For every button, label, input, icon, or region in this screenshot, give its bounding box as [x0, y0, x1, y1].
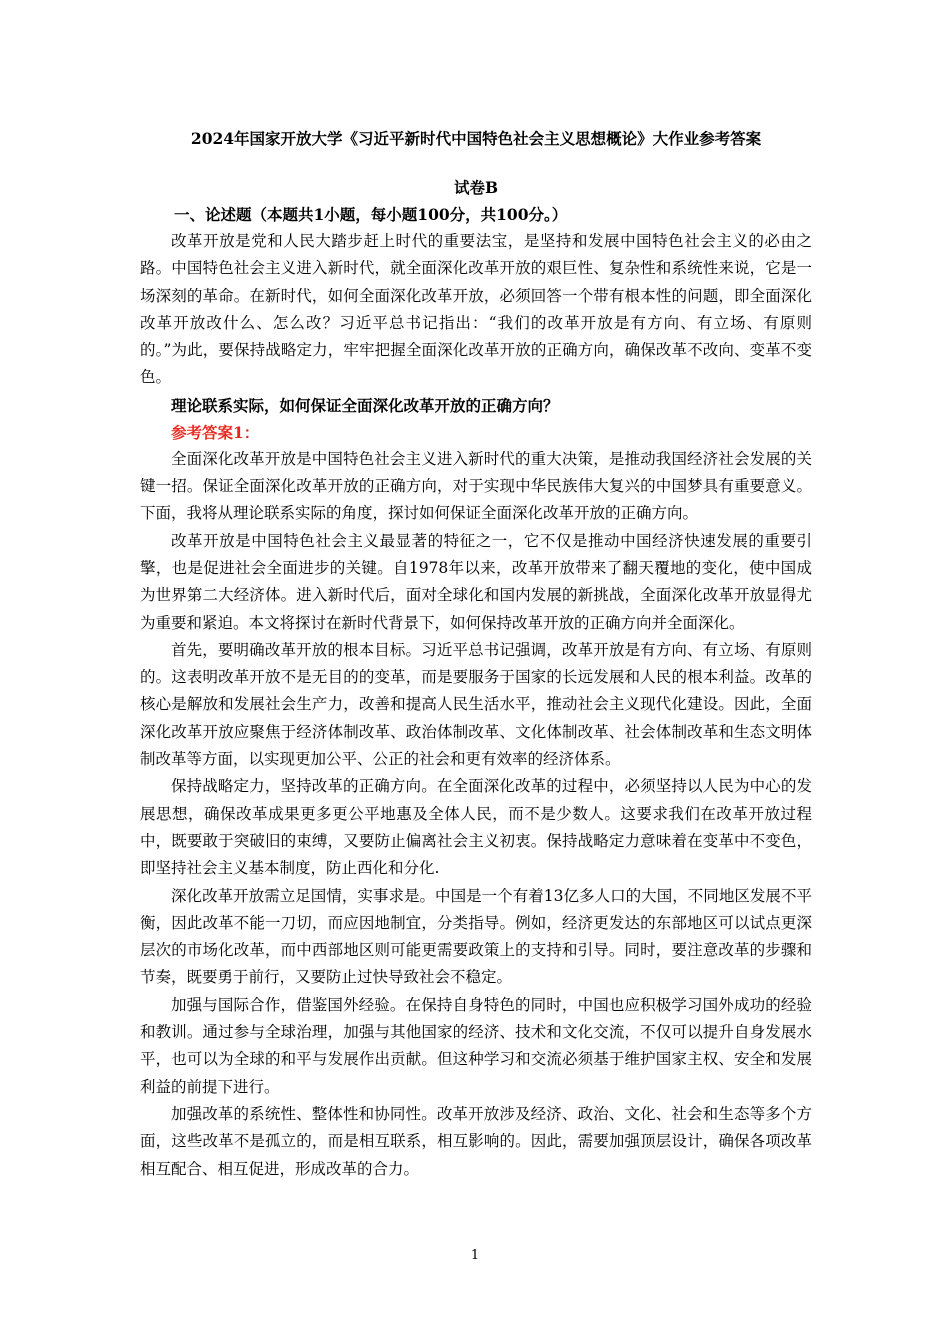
- answer-paragraph: 改革开放是中国特色社会主义最显著的特征之一，它不仅是推动中国经济快速发展的重要引擎，也是促进社会全面进步的关键。自1978年以来，改革开放带来了翻天覆地的变化，使中国成为世界第二大经济体。进入新时代后，面对全球化和国内发展的新挑战，全面深化改革开放显得尤为重要和紧迫。本文将探讨在新时代背景下，如何保持改革开放的正确方向并全面深化。: [140, 531, 812, 632]
- page-number: 1: [470, 1248, 480, 1263]
- answer-label: 参考答案1：: [171, 422, 260, 442]
- paper-label: 试卷B: [453, 178, 499, 197]
- answer-paragraph: 加强与国际合作，借鉴国外经验。在保持自身特色的同时，中国也应积极学习国外成功的经验和教训。通过参与全球治理，加强与其他国家的经济、技术和文化交流，不仅可以提升自身发展水平，也可以为全球的和平与发展作出贡献。但这种学习和交流必须基于维护国家主权、安全和发展利益的前提下进行。: [140, 995, 812, 1096]
- answer-paragraph: 首先，要明确改革开放的根本目标。习近平总书记强调，改革开放是有方向、有立场、有原则的。这表明改革开放不是无目的的变革，而是要服务于国家的长远发展和人民的根本利益。改革的核心是解放和发展社会生产力，改善和提高人民生活水平，推动社会主义现代化建设。因此，全面深化改革开放应聚焦于经济体制改革、政治体制改革、文化体制改革、社会体制改革和生态文明体制改革等方面，以实现更加公平、公正的社会和更有效率的经济体系。: [140, 640, 812, 769]
- document-title: 2024年国家开放大学《习近平新时代中国特色社会主义思想概论》大作业参考答案: [190, 129, 762, 148]
- answer-paragraph: 加强改革的系统性、整体性和协同性。改革开放涉及经济、政治、文化、社会和生态等多个方面，这些改革不是孤立的，而是相互联系，相互影响的。因此，需要加强顶层设计，确保各项改革相互配合、相互促进，形成改革的合力。: [140, 1104, 812, 1178]
- answer-paragraph: 保持战略定力，坚持改革的正确方向。在全面深化改革的过程中，必须坚持以人民为中心的发展思想，确保改革成果更多更公平地惠及全体人民，而不是少数人。这要求我们在改革开放过程中，既要敢于突破旧的束缚，又要防止偏离社会主义初衷。保持战略定力意味着在变革中不变色，即坚持社会主义基本制度，防止西化和分化.: [140, 777, 812, 878]
- question-text: 理论联系实际，如何保证全面深化改革开放的正确方向？: [171, 395, 559, 415]
- section-heading: 一、论述题（本题共1小题，每小题100分，共100分。）: [174, 205, 568, 224]
- answer-paragraph: 全面深化改革开放是中国特色社会主义进入新时代的重大决策，是推动我国经济社会发展的关键一招。保证全面深化改革开放的正确方向，对于实现中华民族伟大复兴的中国梦具有重要意义。下面，我将从理论联系实际的角度，探讨如何保证全面深化改革开放的正确方向。: [140, 449, 812, 523]
- answer-paragraph: 深化改革开放需立足国情，实事求是。中国是一个有着13亿多人口的大国，不同地区发展不平衡，因此改革不能一刀切，而应因地制宜，分类指导。例如，经济更发达的东部地区可以试点更深层次的市场化改革，而中西部地区则可能更需要政策上的支持和引导。同时，要注意改革的步骤和节奏，既要勇于前行，又要防止过快导致社会不稳定。: [140, 886, 812, 987]
- intro-paragraph: 改革开放是党和人民大踏步赶上时代的重要法宝，是坚持和发展中国特色社会主义的必由之路。中国特色社会主义进入新时代，就全面深化改革开放的艰巨性、复杂性和系统性来说，它是一场深刻的革命。在新时代，如何全面深化改革开放，必须回答一个带有根本性的问题，即全面深化改革开放改什么、怎么改？习近平总书记指出：“我们的改革开放是有方向、有立场、有原则的。”为此，要保持战略定力，牢牢把握全面深化改革开放的正确方向，确保改革不改向、变革不变色。: [140, 232, 812, 387]
- document-content: [140, 124, 812, 1183]
